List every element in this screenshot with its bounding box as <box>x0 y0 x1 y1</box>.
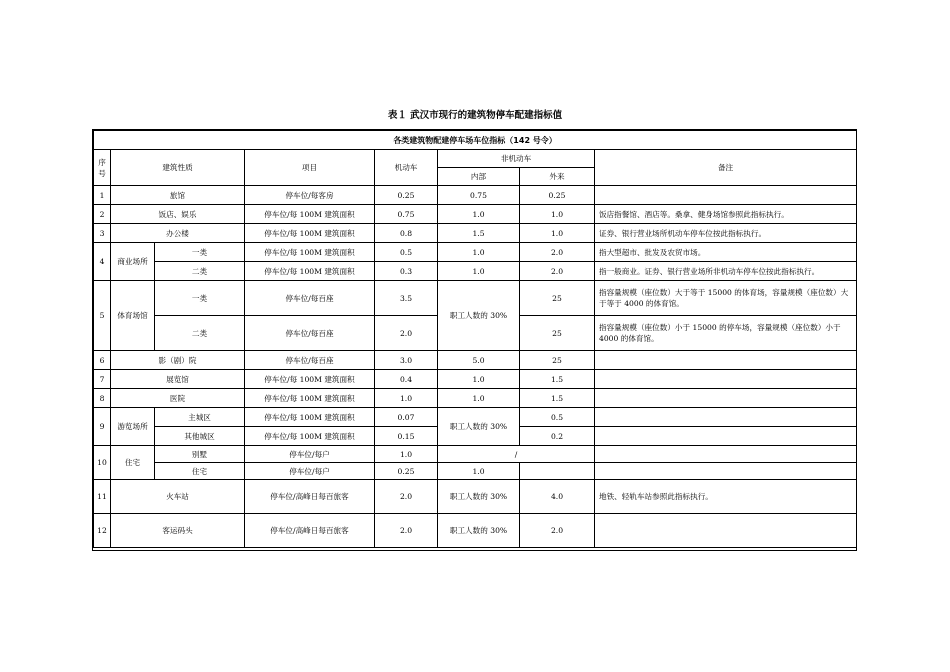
cell-inner: 1.5 <box>438 224 520 243</box>
cell-type: 旅馆 <box>111 186 245 205</box>
table-row <box>94 262 857 281</box>
cell-outer: 1.0 <box>520 205 595 224</box>
cell-item: 停车位/每客房 <box>245 186 375 205</box>
cell-inner: 职工人数的 30% <box>438 281 520 351</box>
cell-outer: 2.0 <box>520 243 595 262</box>
table-row <box>94 281 857 316</box>
cell-seq: 7 <box>94 370 111 389</box>
cell-inner: 1.0 <box>438 463 520 480</box>
table-caption: 各类建筑物配建停车场车位指标（142 号令） <box>94 131 857 150</box>
cell-seq: 2 <box>94 205 111 224</box>
cell-type: 影（剧）院 <box>111 351 245 370</box>
cell-inner: 职工人数的 30% <box>438 408 520 446</box>
cell-motor: 0.5 <box>375 243 438 262</box>
cell-outer: 0.2 <box>520 427 595 446</box>
cell-item: 停车位/每百座 <box>245 316 375 351</box>
cell-subtype: 其他城区 <box>155 427 245 446</box>
cell-type: 展览馆 <box>111 370 245 389</box>
cell-remark <box>595 186 857 205</box>
cell-subtype: 一类 <box>155 281 245 316</box>
cell-remark: 证券、银行营业场所机动车停车位按此指标执行。 <box>595 224 857 243</box>
cell-seq: 9 <box>94 408 111 446</box>
cell-item: 停车位/每 100M 建筑面积 <box>245 262 375 281</box>
table-row <box>94 446 857 463</box>
cell-remark <box>595 370 857 389</box>
cell-type: 客运码头 <box>111 514 245 548</box>
cell-seq: 11 <box>94 480 111 514</box>
cell-outer: 1.5 <box>520 389 595 408</box>
table-row <box>94 224 857 243</box>
cell-item: 停车位/每 100M 建筑面积 <box>245 243 375 262</box>
cell-motor: 1.0 <box>375 446 438 463</box>
cell-outer: 0.25 <box>520 186 595 205</box>
cell-outer: 4.0 <box>520 480 595 514</box>
parking-standards-table <box>93 130 857 548</box>
cell-subtype: 一类 <box>155 243 245 262</box>
cell-remark: 指容量规模（座位数）小于 15000 的停车场，容量规模（座位数）小于 4000 的体育馆。 <box>595 316 857 351</box>
cell-remark <box>595 514 857 548</box>
cell-type: 火车站 <box>111 480 245 514</box>
cell-type: 饭店、娱乐 <box>111 205 245 224</box>
cell-remark <box>595 463 857 480</box>
cell-inner: 1.0 <box>438 262 520 281</box>
cell-subtype: 住宅 <box>155 463 245 480</box>
cell-type: 体育场馆 <box>111 281 155 351</box>
header-seq: 序号 <box>94 150 111 186</box>
header-nonmotor: 非机动车 <box>438 150 595 168</box>
cell-motor: 1.0 <box>375 389 438 408</box>
cell-motor: 0.25 <box>375 463 438 480</box>
cell-outer: 25 <box>520 351 595 370</box>
cell-item: 停车位/每 100M 建筑面积 <box>245 427 375 446</box>
cell-outer <box>520 463 595 480</box>
cell-type: 住宅 <box>111 446 155 480</box>
cell-outer: 25 <box>520 281 595 316</box>
header-type: 建筑性质 <box>111 150 245 186</box>
cell-remark: 指一般商业。证券、银行营业场所非机动车停车位按此指标执行。 <box>595 262 857 281</box>
cell-motor: 3.5 <box>375 281 438 316</box>
header-motor: 机动车 <box>375 150 438 186</box>
document-title: 表１ 武汉市现行的建筑物停车配建指标值 <box>387 110 563 121</box>
header-outer: 外来 <box>520 168 595 186</box>
cell-outer: 2.0 <box>520 514 595 548</box>
cell-motor: 0.4 <box>375 370 438 389</box>
cell-inner: 1.0 <box>438 370 520 389</box>
cell-remark: 地铁、轻轨车站参照此指标执行。 <box>595 480 857 514</box>
table-row <box>94 186 857 205</box>
table-row <box>94 389 857 408</box>
table-row <box>94 351 857 370</box>
table-row <box>94 514 857 548</box>
cell-seq: 6 <box>94 351 111 370</box>
table-row <box>94 205 857 224</box>
cell-item: 停车位/每 100M 建筑面积 <box>245 205 375 224</box>
cell-item: 停车位/每 100M 建筑面积 <box>245 224 375 243</box>
cell-type: 医院 <box>111 389 245 408</box>
cell-seq: 5 <box>94 281 111 351</box>
table-row <box>94 408 857 427</box>
cell-inner: 1.0 <box>438 389 520 408</box>
table-row <box>94 480 857 514</box>
header-remark: 备注 <box>595 150 857 186</box>
cell-remark: 指容量规模（座位数）大于等于 15000 的体育场，容量规模（座位数）大于等于 4000 的体育馆。 <box>595 281 857 316</box>
cell-inner: 1.0 <box>438 205 520 224</box>
cell-motor: 0.3 <box>375 262 438 281</box>
cell-inner: 1.0 <box>438 243 520 262</box>
cell-seq: 3 <box>94 224 111 243</box>
cell-motor: 0.8 <box>375 224 438 243</box>
cell-remark <box>595 351 857 370</box>
cell-outer: 1.5 <box>520 370 595 389</box>
cell-item: 停车位/高峰日每百旅客 <box>245 480 375 514</box>
cell-motor: 0.15 <box>375 427 438 446</box>
cell-motor: 2.0 <box>375 316 438 351</box>
cell-item: 停车位/每百座 <box>245 281 375 316</box>
cell-type: 游览场所 <box>111 408 155 446</box>
header-row <box>94 150 857 168</box>
cell-outer: 1.0 <box>520 224 595 243</box>
cell-inner: 职工人数的 30% <box>438 514 520 548</box>
cell-seq: 10 <box>94 446 111 480</box>
cell-outer: 25 <box>520 316 595 351</box>
cell-item: 停车位/每户 <box>245 463 375 480</box>
cell-outer: 0.5 <box>520 408 595 427</box>
cell-motor: 2.0 <box>375 480 438 514</box>
cell-outer: 2.0 <box>520 262 595 281</box>
cell-seq: 1 <box>94 186 111 205</box>
cell-motor: 0.07 <box>375 408 438 427</box>
table-caption-row <box>94 131 857 150</box>
header-inner: 内部 <box>438 168 520 186</box>
cell-inner: 5.0 <box>438 351 520 370</box>
cell-type: 办公楼 <box>111 224 245 243</box>
cell-type: 商业场所 <box>111 243 155 281</box>
cell-motor: 0.75 <box>375 205 438 224</box>
table-row <box>94 243 857 262</box>
cell-nonmotor: / <box>438 446 595 463</box>
cell-item: 停车位/每 100M 建筑面积 <box>245 389 375 408</box>
cell-remark <box>595 408 857 427</box>
cell-remark: 指大型超市、批发及农贸市场。 <box>595 243 857 262</box>
cell-remark: 饭店指餐馆、酒店等。桑拿、健身场馆参照此指标执行。 <box>595 205 857 224</box>
cell-remark <box>595 446 857 463</box>
cell-inner: 0.75 <box>438 186 520 205</box>
cell-motor: 2.0 <box>375 514 438 548</box>
cell-item: 停车位/每户 <box>245 446 375 463</box>
cell-seq: 12 <box>94 514 111 548</box>
cell-motor: 0.25 <box>375 186 438 205</box>
cell-remark <box>595 427 857 446</box>
cell-subtype: 二类 <box>155 262 245 281</box>
cell-item: 停车位/每 100M 建筑面积 <box>245 370 375 389</box>
cell-motor: 3.0 <box>375 351 438 370</box>
cell-subtype: 主城区 <box>155 408 245 427</box>
cell-remark <box>595 389 857 408</box>
cell-seq: 8 <box>94 389 111 408</box>
cell-inner: 职工人数的 30% <box>438 480 520 514</box>
cell-subtype: 二类 <box>155 316 245 351</box>
cell-item: 停车位/高峰日每百旅客 <box>245 514 375 548</box>
cell-item: 停车位/每百座 <box>245 351 375 370</box>
table-row <box>94 370 857 389</box>
cell-subtype: 别墅 <box>155 446 245 463</box>
cell-seq: 4 <box>94 243 111 281</box>
header-item: 项目 <box>245 150 375 186</box>
table-row <box>94 463 857 480</box>
cell-item: 停车位/每 100M 建筑面积 <box>245 408 375 427</box>
